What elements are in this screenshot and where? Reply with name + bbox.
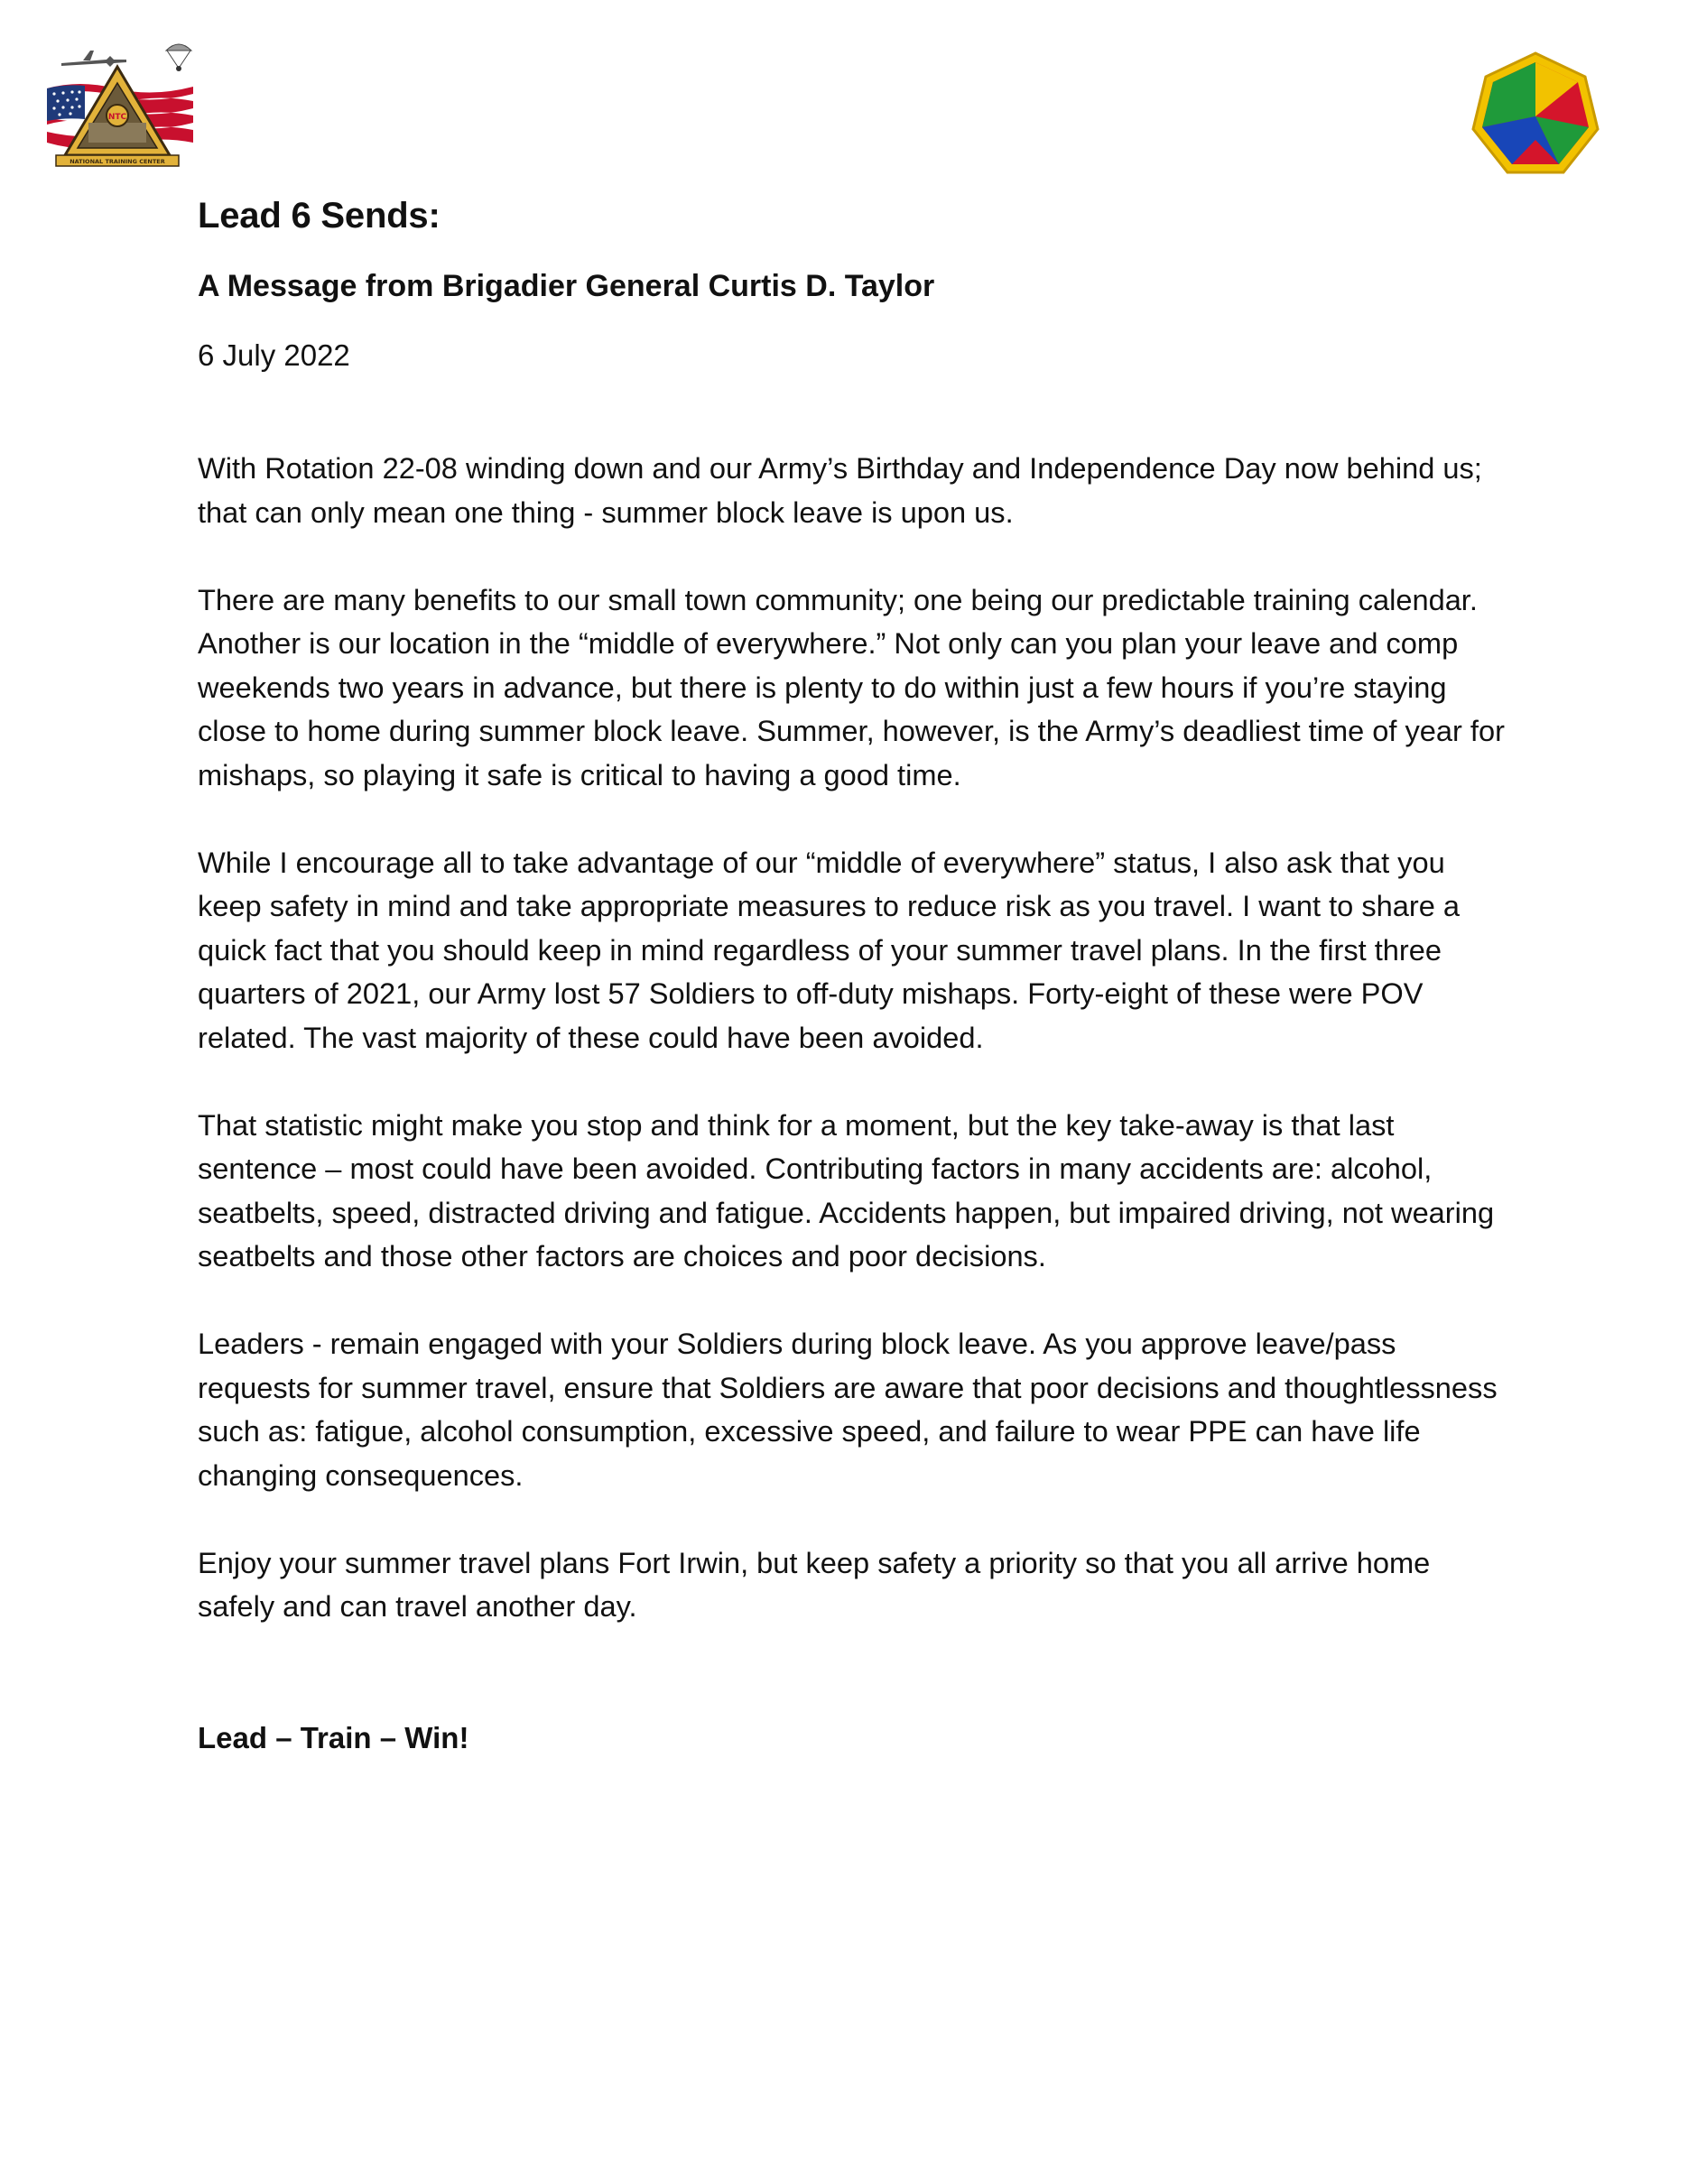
letter-heading: Lead 6 Sends:: [198, 196, 441, 236]
paragraph: That statistic might make you stop and think for a moment, but the key take-away is that last sentence – most could have been avoided. Contributing factors in many accidents are: alcohol, seatbelts, speed, distracted driving and fatigue. Accidents happen, but impaired driving, not wearing seatbelts and those other factors are choices and poor decisions.: [198, 1107, 1495, 1273]
aircraft-icon: [61, 51, 126, 67]
paragraph: Enjoy your summer travel plans Fort Irwin, but keep safety a priority so that you all arrive home safely and can travel another day.: [198, 1545, 1431, 1624]
paragraph: While I encourage all to take advantage of our “middle of everywhere” status, I also ask that you keep safety in mind and take appropriate measures to reduce risk as you travel. I want to share a quick fact that you should keep in mind regardless of your summer travel plans. In the first three quarters of 2021, our Army lost 57 Soldiers to off-duty mishaps. Forty-eight of these were POV related. The vast majority of these could have been avoided.: [198, 845, 1460, 1054]
11th-armored-cavalry-patch: [1470, 50, 1601, 181]
parachute-icon: [166, 44, 191, 71]
letter-date: 6 July 2022: [198, 338, 350, 372]
emblem-text: NTC: [107, 113, 127, 122]
letter-body: [198, 447, 1507, 1629]
paragraph: There are many benefits to our small town community; one being our predictable training calendar. Another is our location in the “middle of everywhere.” Not only can you plan your leave and comp weekends two years in advance, but there is plenty to do within just a few hours if you’re staying close to home during summer block leave. Summer, however, is the Army’s deadliest time of year for mishaps, so playing it safe is critical to having a good time.: [198, 582, 1505, 791]
logo-caption: NATIONAL TRAINING CENTER: [70, 158, 165, 165]
letter-subheading: A Message from Brigadier General Curtis D. Taylor: [198, 269, 935, 303]
paragraph: With Rotation 22-08 winding down and our Army’s Birthday and Independence Day now behind us; that can only mean one thing - summer block leave is upon us.: [198, 451, 1482, 529]
letter-content: [198, 194, 1507, 1760]
national-training-center-logo: [43, 36, 197, 171]
unit-patch-icon: [1473, 53, 1598, 172]
paragraph: Leaders - remain engaged with your Soldiers during block leave. As you approve leave/pass requests for summer travel, ensure that Soldiers are aware that poor decisions and thoughtlessness such as: fatigue, alcohol consumption, excessive speed, and failure to wear PPE can have life changing consequences.: [198, 1327, 1498, 1492]
closing-motto: Lead – Train – Win!: [198, 1720, 469, 1754]
